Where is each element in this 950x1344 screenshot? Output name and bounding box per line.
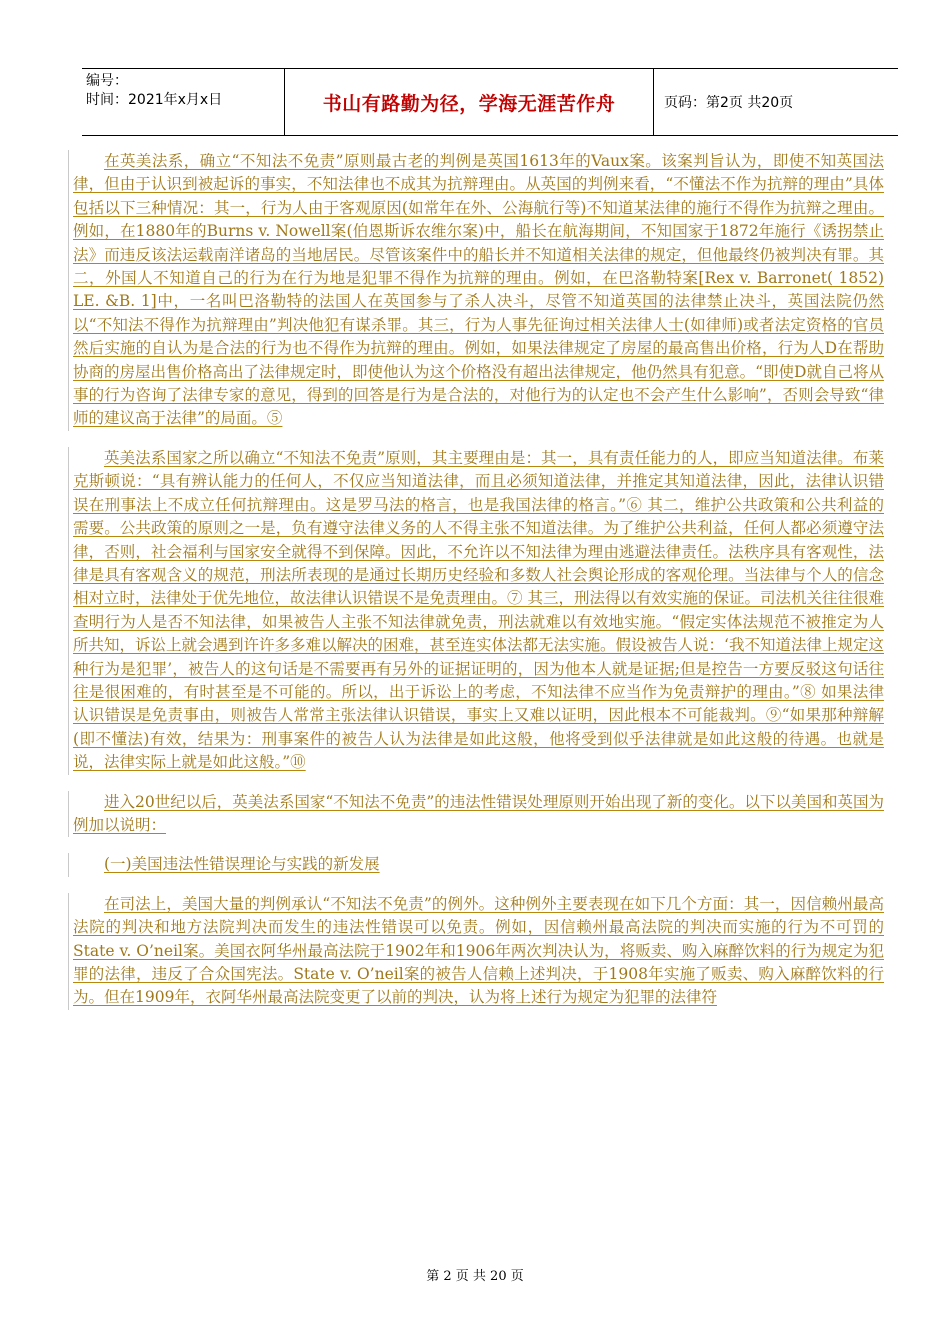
page-header	[82, 68, 898, 136]
section-heading-us: (一)美国违法性错误理论与实践的新发展	[68, 853, 884, 876]
header-motto: 书山有路勤为径，学海无涯苦作舟	[284, 69, 654, 135]
paragraph-20th-century: 进入20世纪以后，英美法系国家“不知法不免责”的违法性错误处理原则开始出现了新的变化。以下以美国和英国为例加以说明：	[68, 791, 884, 838]
header-meta	[82, 69, 284, 135]
doc-number-label: 编号：	[86, 73, 128, 89]
document-body	[68, 150, 884, 1026]
page-footer: 第 2 页 共 20 页	[426, 1269, 524, 1284]
header-page-info: 页码：第2页 共20页	[664, 95, 794, 111]
paragraph-reasons: 英美法系国家之所以确立“不知法不免责”原则，其主要理由是：其一，具有责任能力的人，即应当知道法律。布莱克斯顿说：“具有辨认能力的任何人，不仅应当知道法律，而且必须知道法律，并推定其知道法律，因此，法律认识错误在刑事法上不成立任何抗辩理由。这是罗马法的格言，也是我国法律的格言。”⑥ 其二，维护公共政策和公共利益的需要。公共政策的原则之一是，负有遵守法律义务的人不得主张不知道法律。为了维护公共利益，任何人都必须遵守法律，否则，社会福利与国家安全就得不到保障。因此，不允许以不知法律为理由逃避法律责任。法秩序具有客观性，法律是具有客观含义的规范，刑法所表现的是通过长期历史经验和多数人社会舆论形成的客观伦理。当法律与个人的信念相对立时，法律处于优先地位，故法律认识错误不是免责理由。⑦ 其三，刑法得以有效实施的保证。司法机关往往很难查明行为人是否不知法律，如果被告人主张不知法律就免责，刑法就难以有效地实施。“假定实体法规范不被推定为人所共知，诉讼上就会遇到许许多多难以解决的困难，甚至连实体法都无法实施。假设被告人说：‘我不知道法律上规定这种行为是犯罪’，被告人的这句话是不需要再有另外的证据证明的，因为他本人就是证据;但是控告一方要反驳这句话往往是很困难的，有时甚至是不可能的。所以，出于诉讼上的考虑，不知法律不应当作为免责辩护的理由。”⑧ 如果法律认识错误是免责事由，则被告人常常主张法律认识错误，事实上又难以证明，因此根本不可能裁判。⑨“如果那种辩解(即不懂法)有效，结果为：刑事案件的被告人认为法律是如此这般，他将受到似乎法律就是如此这般的待遇。也就是说，法律实际上就是如此这般。”⑩	[68, 447, 884, 775]
doc-time-label: 时间：2021年x月x日	[86, 92, 223, 108]
paragraph-vaux-case: 在英美法系，确立“不知法不免责”原则最古老的判例是英国1613年的Vaux案。该案判旨认为，即使不知英国法律，但由于认识到被起诉的事实，不知法律也不成其为抗辩理由。从英国的判例来看，“不懂法不作为抗辩的理由”具体包括以下三种情况：其一，行为人由于客观原因(如常年在外、公海航行等)不知道某法律的施行不得作为抗辩之理由。例如，在1880年的Burns v. Nowell案(伯恩斯诉农维尔案)中，船长在航海期间，不知国家于1872年施行《诱拐禁止法》而违反该法运载南洋诸岛的当地居民。尽管该案件中的船长并不知道相关法律的规定，但他最终仍被判决有罪。其二，外国人不知道自己的行为在行为地是犯罪不得作为抗辩的理由。例如，在巴洛勒特案[Rex v. Barronet( 1852) LE. &B. 1]中，一名叫巴洛勒特的法国人在英国参与了杀人决斗，尽管不知道英国的法律禁止决斗，英国法院仍然以“不知法不得作为抗辩理由”判决他犯有谋杀罪。其三，行为人事先征询过相关法律人士(如律师)或者法定资格的官员然后实施的自认为是合法的行为也不得作为抗辩的理由。例如，如果法律规定了房屋的最高售出价格，行为人D在帮助协商的房屋出售价格高出了法律规定时，即使他认为这个价格没有超出法律规定，他仍然具有犯意。“即使D就自己将从事的行为咨询了法律专家的意见，得到的回答是行为是合法的，对他行为的认定也不会产生什么影响”，否则会导致“律师的建议高于法律”的局面。⑤	[68, 150, 884, 431]
paragraph-us-judicial: 在司法上，美国大量的判例承认“不知法不免责”的例外。这种例外主要表现在如下几个方面：其一，因信赖州最高法院的判决和地方法院判决而发生的违法性错误可以免责。例如，因信赖州最高法院的判决而实施的行为不可罚的State v. O’neil案。美国衣阿华州最高法院于1902年和1906年两次判决认为，将贩卖、购入麻醉饮料的行为规定为犯罪的法律，违反了合众国宪法。State v. O’neil案的被告人信赖上述判决，于1908年实施了贩卖、购入麻醉饮料的行为。但在1909年，衣阿华州最高法院变更了以前的判决，认为将上述行为规定为犯罪的法律符	[68, 893, 884, 1010]
